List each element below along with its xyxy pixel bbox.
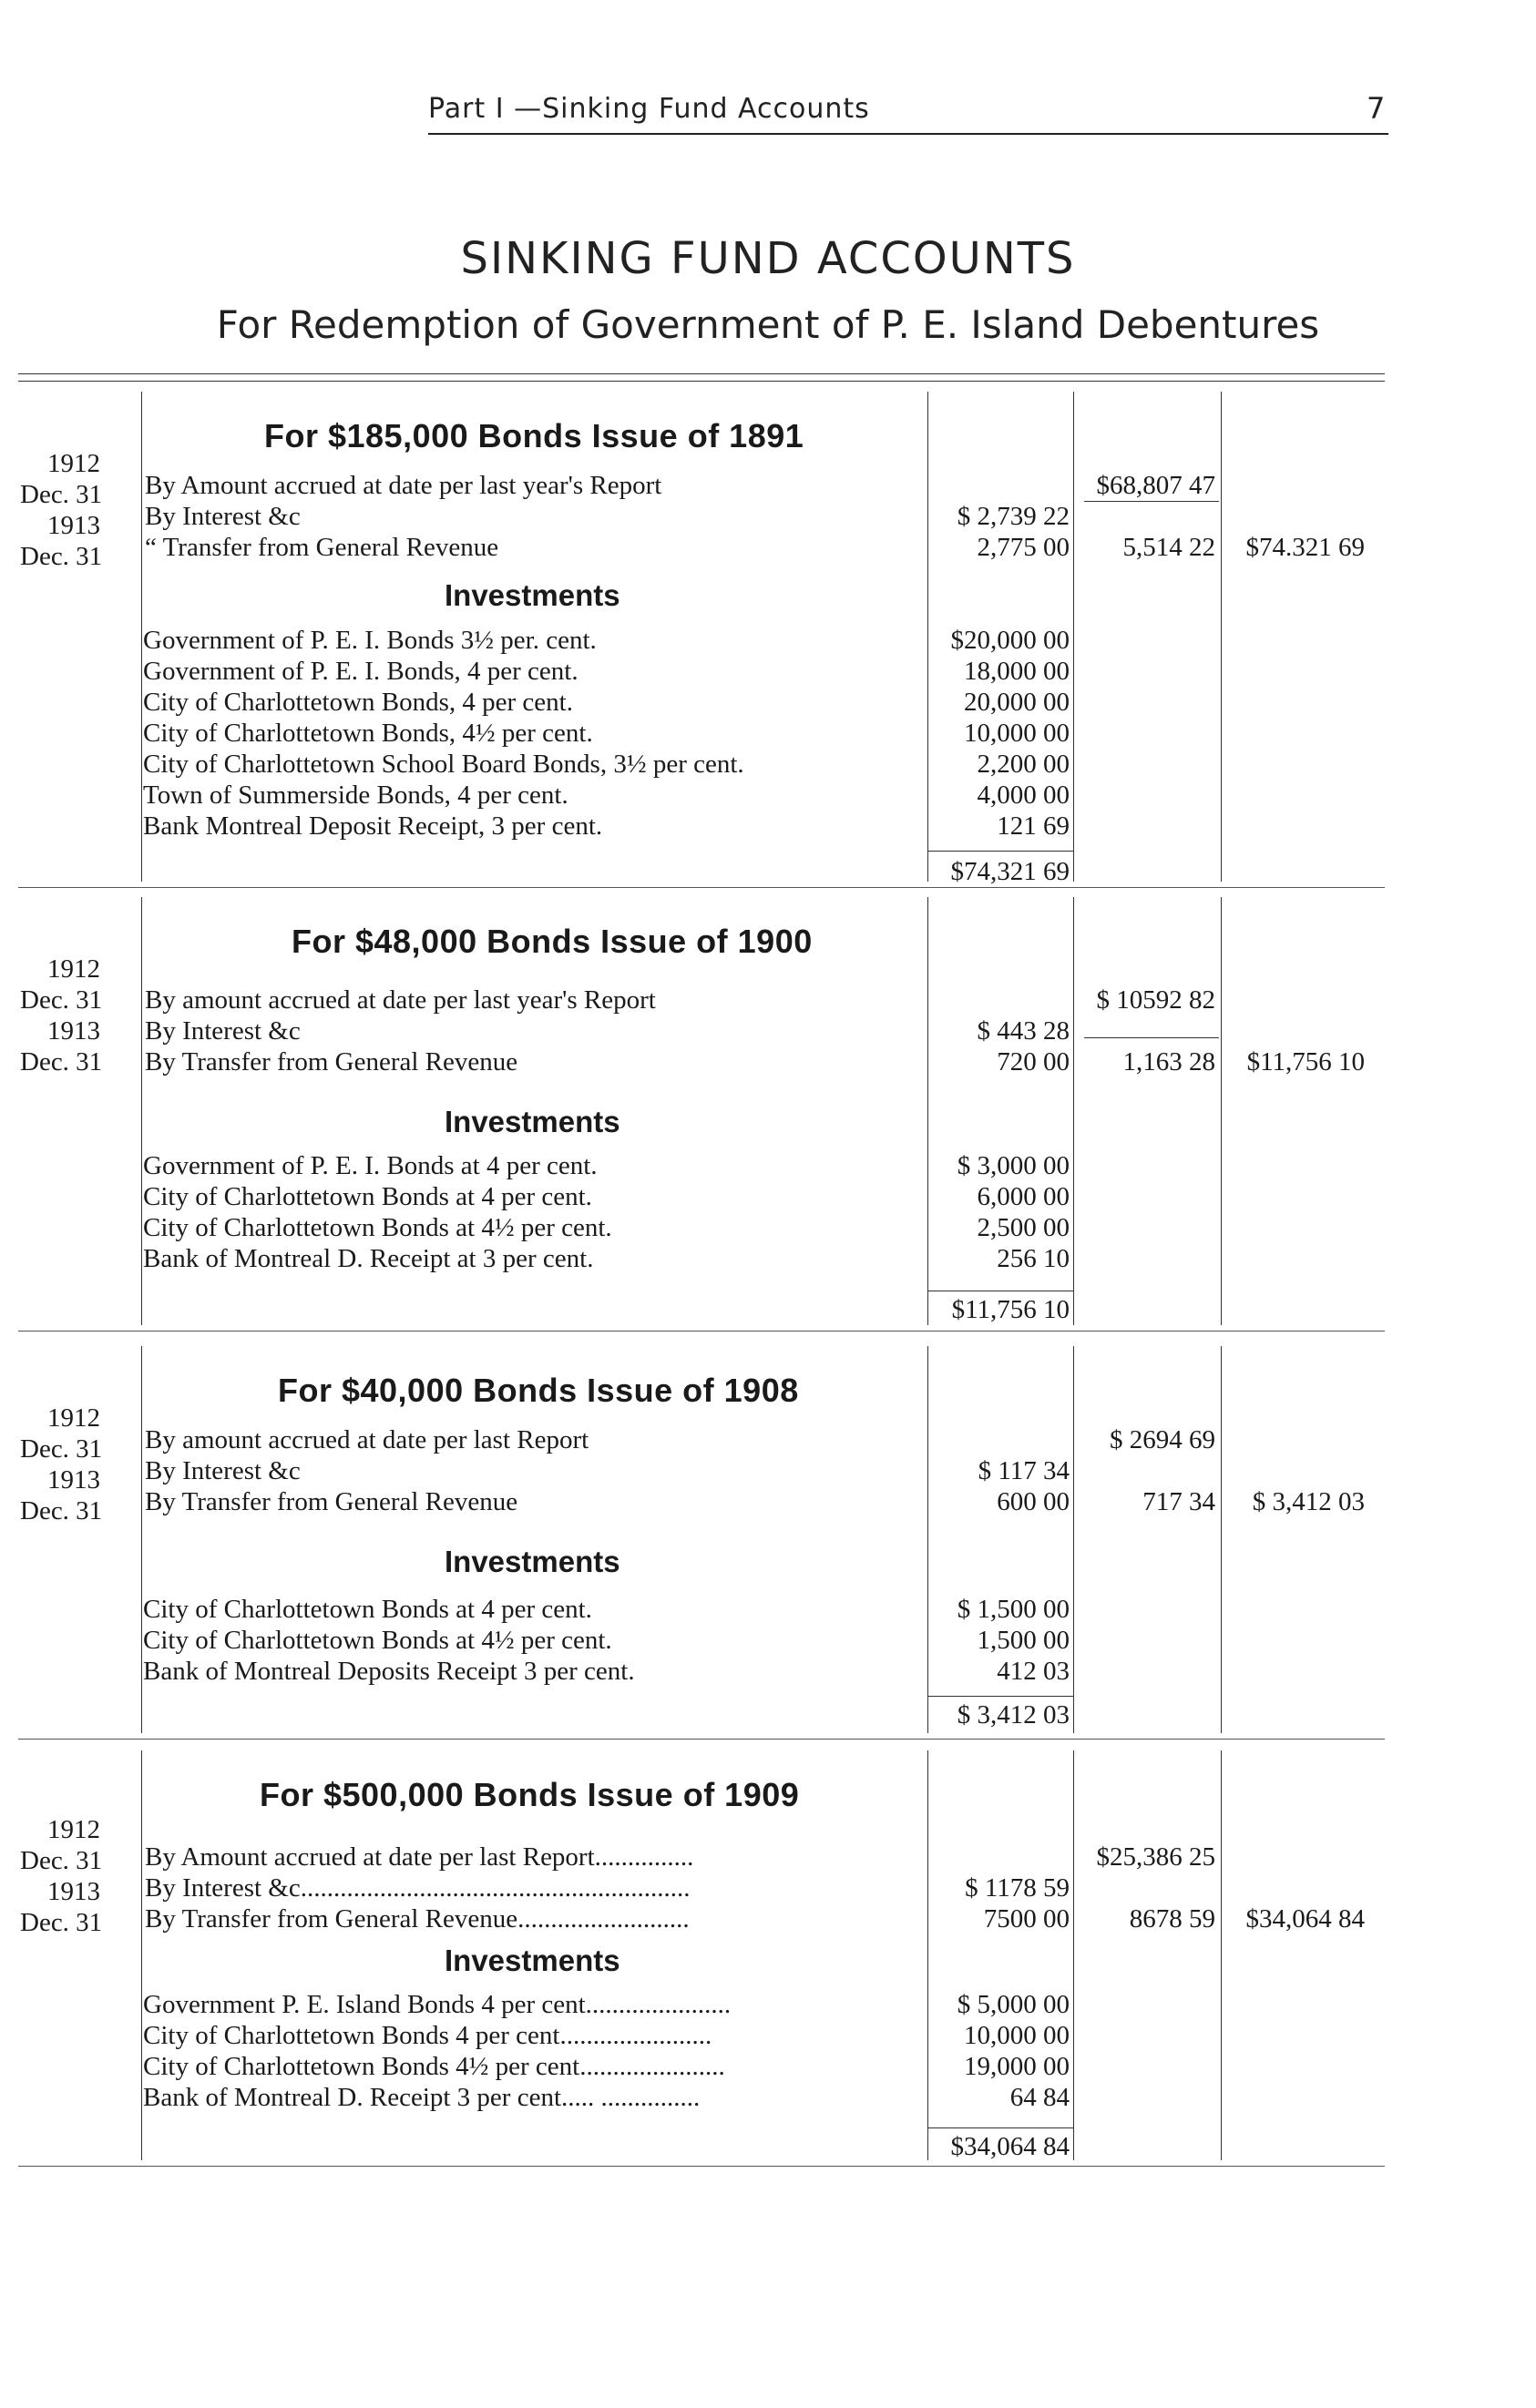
entry-date: 1913 xyxy=(47,1465,100,1495)
investment-amount: 10,000 00 xyxy=(964,2021,1070,2050)
entry-text: By amount accrued at date per last Report xyxy=(145,1425,589,1454)
investment-total: $11,756 10 xyxy=(951,1295,1070,1324)
sum-rule xyxy=(927,851,1073,852)
column-rule xyxy=(141,392,142,882)
entry-text: By Transfer from General Revenue xyxy=(145,1487,518,1516)
column-rule xyxy=(141,1346,142,1733)
entry-date: 1912 xyxy=(47,954,100,984)
section-separator xyxy=(18,1331,1385,1332)
investment-amount: 412 03 xyxy=(997,1657,1070,1686)
sum-rule xyxy=(1084,501,1219,502)
entry-text: By Interest &c xyxy=(145,1456,301,1485)
investment-amount: 2,200 00 xyxy=(977,750,1070,779)
page-number: 7 xyxy=(1367,91,1386,126)
investment-amount: $ 1,500 00 xyxy=(957,1595,1070,1624)
investment-text: Government of P. E. I. Bonds, 4 per cent. xyxy=(143,657,579,686)
column-rule xyxy=(141,897,142,1325)
entry-date: 1913 xyxy=(47,511,100,540)
entry-amount-total: $11,756 10 xyxy=(1246,1047,1365,1076)
entry-amount-col1: $ 117 34 xyxy=(978,1456,1070,1485)
entry-amount-col2: $25,386 25 xyxy=(1096,1842,1215,1872)
entry-date: Dec. 31 xyxy=(20,1434,103,1464)
investment-text: City of Charlottetown Bonds 4 per cent....................... xyxy=(143,2021,712,2050)
investment-total: $34,064 84 xyxy=(950,2132,1070,2161)
section-separator xyxy=(18,2166,1385,2167)
entry-amount-total: $ 3,412 03 xyxy=(1252,1487,1365,1516)
investment-amount: $ 3,000 00 xyxy=(957,1151,1070,1180)
investment-text: Government P. E. Island Bonds 4 per cent...................... xyxy=(143,1990,732,2019)
investment-amount: $ 5,000 00 xyxy=(957,1990,1070,2019)
entry-date: 1912 xyxy=(47,449,100,478)
investment-text: City of Charlottetown Bonds at 4 per cent. xyxy=(143,1595,592,1624)
entry-text: By Amount accrued at date per last year's Report xyxy=(145,471,662,500)
entry-date: 1913 xyxy=(47,1877,100,1906)
entry-amount-col2: 1,163 28 xyxy=(1122,1047,1215,1076)
investment-text: Bank of Montreal D. Receipt 3 per cent..... ............... xyxy=(143,2083,701,2112)
column-rule xyxy=(1073,392,1074,882)
section-title: For $500,000 Bonds Issue of 1909 xyxy=(260,1776,800,1813)
investment-text: City of Charlottetown Bonds, 4½ per cent. xyxy=(143,719,593,748)
entry-date: 1912 xyxy=(47,1815,100,1844)
section-title: For $40,000 Bonds Issue of 1908 xyxy=(278,1372,799,1409)
entry-date: Dec. 31 xyxy=(20,542,103,571)
fund-section xyxy=(0,1750,1536,2169)
header-rule xyxy=(428,133,1388,135)
investment-total: $74,321 69 xyxy=(950,857,1070,886)
entry-amount-col1: $ 443 28 xyxy=(977,1016,1070,1046)
entry-date: Dec. 31 xyxy=(20,985,103,1015)
entry-amount-col1: 600 00 xyxy=(997,1487,1070,1516)
investment-text: City of Charlottetown School Board Bonds, 3½ per cent. xyxy=(143,750,744,779)
fund-section xyxy=(0,1346,1536,1742)
entry-amount-total: $34,064 84 xyxy=(1245,1904,1365,1934)
investment-text: Government of P. E. I. Bonds 3½ per. cent. xyxy=(143,626,597,655)
investment-text: City of Charlottetown Bonds at 4½ per cent. xyxy=(143,1626,612,1655)
sum-rule xyxy=(1084,1037,1219,1038)
fund-section xyxy=(0,392,1536,891)
column-rule xyxy=(1073,1750,1074,2160)
investment-total: $ 3,412 03 xyxy=(957,1700,1070,1729)
section-title: For $185,000 Bonds Issue of 1891 xyxy=(264,417,804,454)
entry-amount-col1: $ 2,739 22 xyxy=(957,502,1070,531)
section-separator xyxy=(18,1739,1385,1740)
investments-heading: Investments xyxy=(445,1105,620,1138)
investment-amount: 64 84 xyxy=(1009,2083,1070,2112)
column-rule xyxy=(1221,1346,1222,1733)
entry-text: By amount accrued at date per last year's Report xyxy=(145,985,656,1015)
section-title: For $48,000 Bonds Issue of 1900 xyxy=(292,923,813,960)
investment-text: Bank of Montreal D. Receipt at 3 per cent. xyxy=(143,1244,594,1273)
entry-date: Dec. 31 xyxy=(20,480,103,509)
entry-amount-total: $74.321 69 xyxy=(1245,533,1365,562)
investment-amount: 121 69 xyxy=(997,811,1070,841)
investments-heading: Investments xyxy=(445,1545,620,1578)
investment-amount: 18,000 00 xyxy=(964,657,1070,686)
entry-amount-col2: 5,514 22 xyxy=(1122,533,1215,562)
investment-text: Town of Summerside Bonds, 4 per cent. xyxy=(143,781,568,810)
section-separator xyxy=(18,887,1385,888)
investments-heading: Investments xyxy=(445,1944,620,1977)
entry-date: Dec. 31 xyxy=(20,1496,103,1525)
sum-rule xyxy=(927,1696,1073,1697)
investments-heading: Investments xyxy=(445,578,620,612)
sum-rule xyxy=(927,2127,1073,2128)
investment-amount: $20,000 00 xyxy=(950,626,1070,655)
entry-amount-col2: 717 34 xyxy=(1142,1487,1215,1516)
investment-amount: 6,000 00 xyxy=(977,1182,1070,1211)
entry-amount-col1: $ 1178 59 xyxy=(965,1873,1070,1903)
column-rule xyxy=(1221,897,1222,1325)
investment-text: City of Charlottetown Bonds 4½ per cent...................... xyxy=(143,2052,725,2081)
investment-amount: 256 10 xyxy=(997,1244,1070,1273)
column-rule xyxy=(1221,392,1222,882)
running-title: Part I —Sinking Fund Accounts xyxy=(428,93,870,125)
title-rule xyxy=(18,381,1385,382)
investment-amount: 10,000 00 xyxy=(964,719,1070,748)
entry-text: “ Transfer from General Revenue xyxy=(145,533,499,562)
investment-text: City of Charlottetown Bonds at 4 per cent. xyxy=(143,1182,592,1211)
entry-text: By Transfer from General Revenue.......................... xyxy=(145,1904,690,1934)
investment-amount: 2,500 00 xyxy=(977,1213,1070,1242)
entry-date: Dec. 31 xyxy=(20,1047,103,1076)
investment-amount: 1,500 00 xyxy=(977,1626,1070,1655)
page-subtitle: For Redemption of Government of P. E. Island Debentures xyxy=(216,302,1320,347)
investment-amount: 4,000 00 xyxy=(977,781,1070,810)
entry-date: Dec. 31 xyxy=(20,1908,103,1937)
entry-date: 1913 xyxy=(47,1016,100,1046)
entry-date: 1912 xyxy=(47,1403,100,1433)
title-rule xyxy=(18,373,1385,374)
entry-amount-col2: $68,807 47 xyxy=(1096,471,1215,500)
entry-amount-col2: $ 2694 69 xyxy=(1110,1425,1215,1454)
entry-amount-col1: 2,775 00 xyxy=(977,533,1070,562)
entry-text: By Interest &c........................................................... xyxy=(145,1873,691,1903)
entry-amount-col1: 7500 00 xyxy=(983,1904,1070,1934)
page-title: SINKING FUND ACCOUNTS xyxy=(460,233,1076,284)
column-rule xyxy=(1073,1346,1074,1733)
running-head xyxy=(0,89,1536,133)
entry-text: By Transfer from General Revenue xyxy=(145,1047,518,1076)
entry-amount-col2: $ 10592 82 xyxy=(1096,985,1215,1015)
entry-text: By Amount accrued at date per last Report............... xyxy=(145,1842,694,1872)
investment-text: Bank Montreal Deposit Receipt, 3 per cent. xyxy=(143,811,603,841)
investment-amount: 19,000 00 xyxy=(964,2052,1070,2081)
column-rule xyxy=(1073,897,1074,1325)
investment-text: City of Charlottetown Bonds, 4 per cent. xyxy=(143,688,573,717)
investment-text: City of Charlottetown Bonds at 4½ per cent. xyxy=(143,1213,612,1242)
entry-text: By Interest &c xyxy=(145,1016,301,1046)
entry-amount-col1: 720 00 xyxy=(997,1047,1070,1076)
investment-amount: 20,000 00 xyxy=(964,688,1070,717)
investment-text: Bank of Montreal Deposits Receipt 3 per cent. xyxy=(143,1657,635,1686)
column-rule xyxy=(1221,1750,1222,2160)
fund-section xyxy=(0,897,1536,1334)
entry-amount-col2: 8678 59 xyxy=(1129,1904,1215,1934)
entry-text: By Interest &c xyxy=(145,502,301,531)
column-rule xyxy=(141,1750,142,2160)
investment-text: Government of P. E. I. Bonds at 4 per cent. xyxy=(143,1151,598,1180)
entry-date: Dec. 31 xyxy=(20,1846,103,1875)
